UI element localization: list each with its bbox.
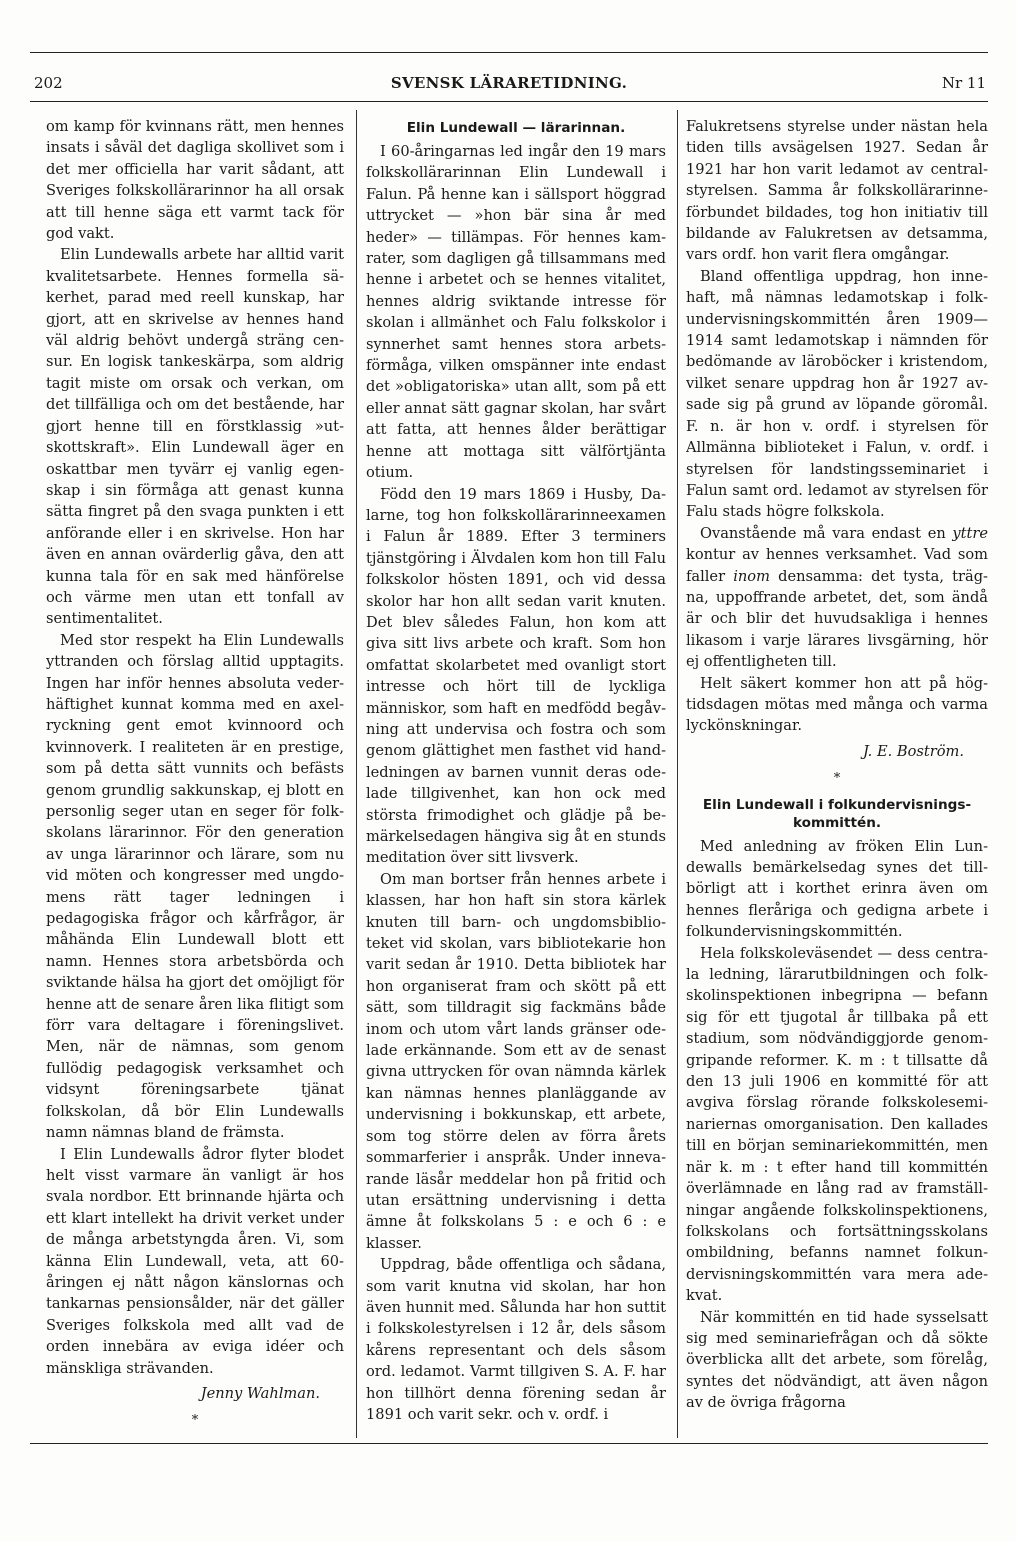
- paragraph: Med stor respekt ha Elin Lundewalls yttranden och förslag alltid upptagits. Ingen har inför hennes absoluta vederhäftighet kunnat komma med en axelryckning gent emot kvinnoord och kvinnoverk. I realiteten är en prestige, som på detta sätt vunnits och befästs genom grundlig sakkunskap, ej blott en personlig seger utan en seger för folkskolans lärarinnor. För den generation av unga lärarinnor och lärare, som nu vid möten och kongresser med ungdomens rätt tager ledningen i pedagogiska frågor och kårfrågor, är måhända Elin Lundewall blott ett namn. Hennes stora arbetsbörda och sviktande hälsa ha gjort det omöjligt för henne att de senare åren lika flitigt som förr vara deltagare i föreningslivet. Men, när de nämnas, som genom fullödig pedagogisk verksamhet och vidsynt föreningsarbete tjänat folkskolan, då bör Elin Lundewalls namn nämnas bland de främsta.: [46, 631, 344, 1142]
- paragraph: Bland offentliga uppdrag, hon innehaft, må nämnas ledamotskap i folkundervisningskommittén åren 1909—1914 samt ledamotskap i nämnden för bedömande av läroböcker i kristendom, vilket senare uppdrag hon år 1927 avsade sig på grund av löpande göromål. F. n. är hon v. ordf. i styrelsen för Allmänna biblioteket i Falun, v. ordf. i styrelsen för landstingsseminariet i Falun samt ord. ledamot av styrelsen för Falu stads högre folkskola.: [686, 267, 988, 521]
- paragraph: Född den 19 mars 1869 i Husby, Dalarne, tog hon folkskollärarinneexamen i Falun år 1889. Efter 3 terminers tjänstgöring i Älvdalen kom hon till Falu folkskolor hösten 1891, och vid dessa skolor har hon allt sedan varit knuten. Det blev således Falun, hon kom att giva sitt livs arbete och kraft. Som hon omfattat skolarbetet med ovanligt stort intresse och hört till de lyckliga människor, som haft en medfödd begåvning att undervisa och fostra och som genom glättighet men fasthet vid handledningen av barnen vunnit deras odelade tillgivenhet, kan hon ock med största frimodighet och glädje på bemärkelsedagen hängiva sig åt en stunds meditation över sitt livsverk.: [366, 485, 666, 867]
- column-divider: [356, 110, 357, 1438]
- text-run: densamma: det tysta, trägna, uppoffrande arbetet, det, som ändå är och blir det huvudsakliga i hennes likasom i varje lärares livsgärning, hör ej offentligheten till.: [686, 567, 988, 671]
- paragraph: om kamp för kvinnans rätt, men hennes insats i såväl det dagliga skollivet som i det mer officiella har varit sådant, att Sveriges folkskollärarinnor ha all orsak att till henne säga ett varmt tack för god vakt.: [46, 118, 344, 243]
- bottom-rule: [30, 1443, 988, 1444]
- italic-word: yttre: [952, 524, 988, 542]
- paragraph: [686, 523, 988, 673]
- top-rule: [30, 52, 988, 53]
- column-3: [686, 116, 988, 1436]
- text-run: Ovanstående må vara endast en: [700, 524, 953, 542]
- author-signature: Jenny Wahlman.: [200, 1384, 320, 1402]
- column-1: [46, 116, 344, 1436]
- text-run: kontur av hennes verksamhet. Vad som faller: [686, 546, 988, 585]
- header-rule: [30, 101, 988, 102]
- column-divider: [677, 110, 678, 1438]
- paragraph: Hela folkskoleväsendet — dess centrala ledning, lärarutbildningen och folkskolinspektionen inbegripna — befann sig för ett tjugotal år tillbaka på ett stadium, som nödvändiggjorde genomgripande reformer. K. m : t tillsatte då den 13 juli 1906 en kommitté för att avgiva förslag rörande folkskoleseminariernas omorganisation. Den kallades till en början seminariekommittén, men när k. m : t efter hand till kommittén överlämnade en lång rad av framställningar angående folkskolinspektionens, folkskolans och fortsättningsskolans ombildning, befanns namnet folkundervisningskommittén vara mera adekvat.: [686, 944, 988, 1305]
- paragraph: När kommittén en tid hade sysselsatt sig med seminariefrågan och då sökte överblicka allt det arbete, som förelåg, syntes det nödvändigt, att även någon av de övriga frågorna: [686, 1308, 988, 1412]
- italic-word: inom: [733, 567, 770, 585]
- section-star: *: [191, 1413, 199, 1429]
- issue-number: Nr 11: [941, 74, 986, 92]
- paragraph: I 60-åringarnas led ingår den 19 mars folkskollärarinnan Elin Lundewall i Falun. På henne kan i sällsport höggrad uttrycket — »hon bär sina år med heder» — tillämpas. För hennes kamrater, som dagligen gå tillsammans med henne i arbetet och se hennes vitalitet, hennes aldrig sviktande intresse för skolan i allmänhet och Falu folkskolor i synnerhet samt hennes stora arbetsförmåga, vilken omspänner inte endast det »obligatoriska» utan allt, som på ett eller annat sätt gagnar skolan, har svårt att fatta, att hennes ålder berättigar henne att mottaga sitt välförtjänta otium.: [366, 143, 666, 482]
- paragraph: Helt säkert kommer hon att på högtidsdagen mötas med många och varma lyckönskningar.: [686, 674, 988, 735]
- paragraph: Elin Lundewalls arbete har alltid varit kvalitetsarbete. Hennes formella säkerhet, parad med reell kunskap, har gjort, att en skrivelse av hennes hand väl aldrig behövt undergå sträng censur. En logisk tankeskärpa, som aldrig tagit miste om orsak och verkan, om det tillfälliga och om det bestående, har gjort henne till en förstklassig »utskottskraft». Elin Lundewall äger en oskattbar men tyvärr ej vanlig egenskap i sin förmåga att genast kunna sätta fingret på den svaga punkten i ett anförande eller i en skrivelse. Hon har även en annan ovärderlig gåva, den att kunna tala för en sak med hänförelse och värme men utan ett tonfall av sentimentalitet.: [46, 246, 344, 628]
- publication-title: SVENSK LÄRARETIDNING.: [390, 74, 628, 92]
- paragraph: Falukretsens styrelse under nästan hela tiden tills avsägelsen 1927. Sedan år 1921 har hon varit ledamot av centralstyrelsen. Samma år folkskollärarinneförbundet bildades, tog hon initiativ till bildande av Falukretsen av detsamma, vars ordf. hon varit flera omgångar.: [686, 118, 988, 264]
- paragraph: Med anledning av fröken Elin Lundewalls bemärkelsedag synes det tillbörligt att i korthet erinra även om hennes fleråriga och gedigna arbete i folkundervisningskommittén.: [686, 837, 988, 941]
- paragraph: Om man bortser från hennes arbete i klassen, har hon haft sin stora kärlek knuten till barn- och ungdomsbiblioteket vid skolan, vars bibliotekarie hon varit sedan år 1910. Detta bibliotek har hon organiserat fram och skött på ett sätt, som tilldragit sig fackmäns både inom och utom vårt lands gränser odelade erkännande. Som ett av de senast givna uttrycken för ovan nämnda kärlek kan nämnas hennes planläggande av undervisning i bokkunskap, ett arbete, som tog större delen av förra årets sommarferier i anspråk. Under innevarande läsår meddelar hon på fritid och utan ersättning undervisning i detta ämne åt folkskolans 5 : e och 6 : e klasser.: [366, 870, 666, 1252]
- paragraph: Uppdrag, både offentliga och sådana, som varit knutna vid skolan, har hon även hunnit med. Sålunda har hon suttit i folkskolestyrelsen i 12 år, dels såsom kårens representant och dels såsom ord. ledamot. Varmt tillgiven S. A. F. har hon tillhört denna förening sedan år 1891 och varit sekr. och v. ordf. i: [366, 1256, 666, 1423]
- section-star: *: [833, 771, 841, 787]
- author-signature: J. E. Boström.: [862, 742, 964, 760]
- page-header: [30, 74, 988, 96]
- column-2: [366, 116, 666, 1436]
- article-heading: Elin Lundewall i folkundervisningskommittén.: [702, 796, 972, 831]
- page-number: 202: [34, 74, 63, 92]
- paragraph: I Elin Lundewalls ådror flyter blodet helt visst varmare än vanligt är hos svala nordbor. Ett brinnande hjärta och ett klart intellekt ha drivit verket under de många arbetstyngda åren. Vi, som känna Elin Lundewall, veta, att 60-åringen ej nått någon känslornas och tankarnas pensionsålder, när det gäller Sveriges folkskola med allt vad de orden innebära av eviga idéer och mänskliga strävanden.: [46, 1145, 344, 1377]
- article-heading: Elin Lundewall — lärarinnan.: [406, 120, 626, 136]
